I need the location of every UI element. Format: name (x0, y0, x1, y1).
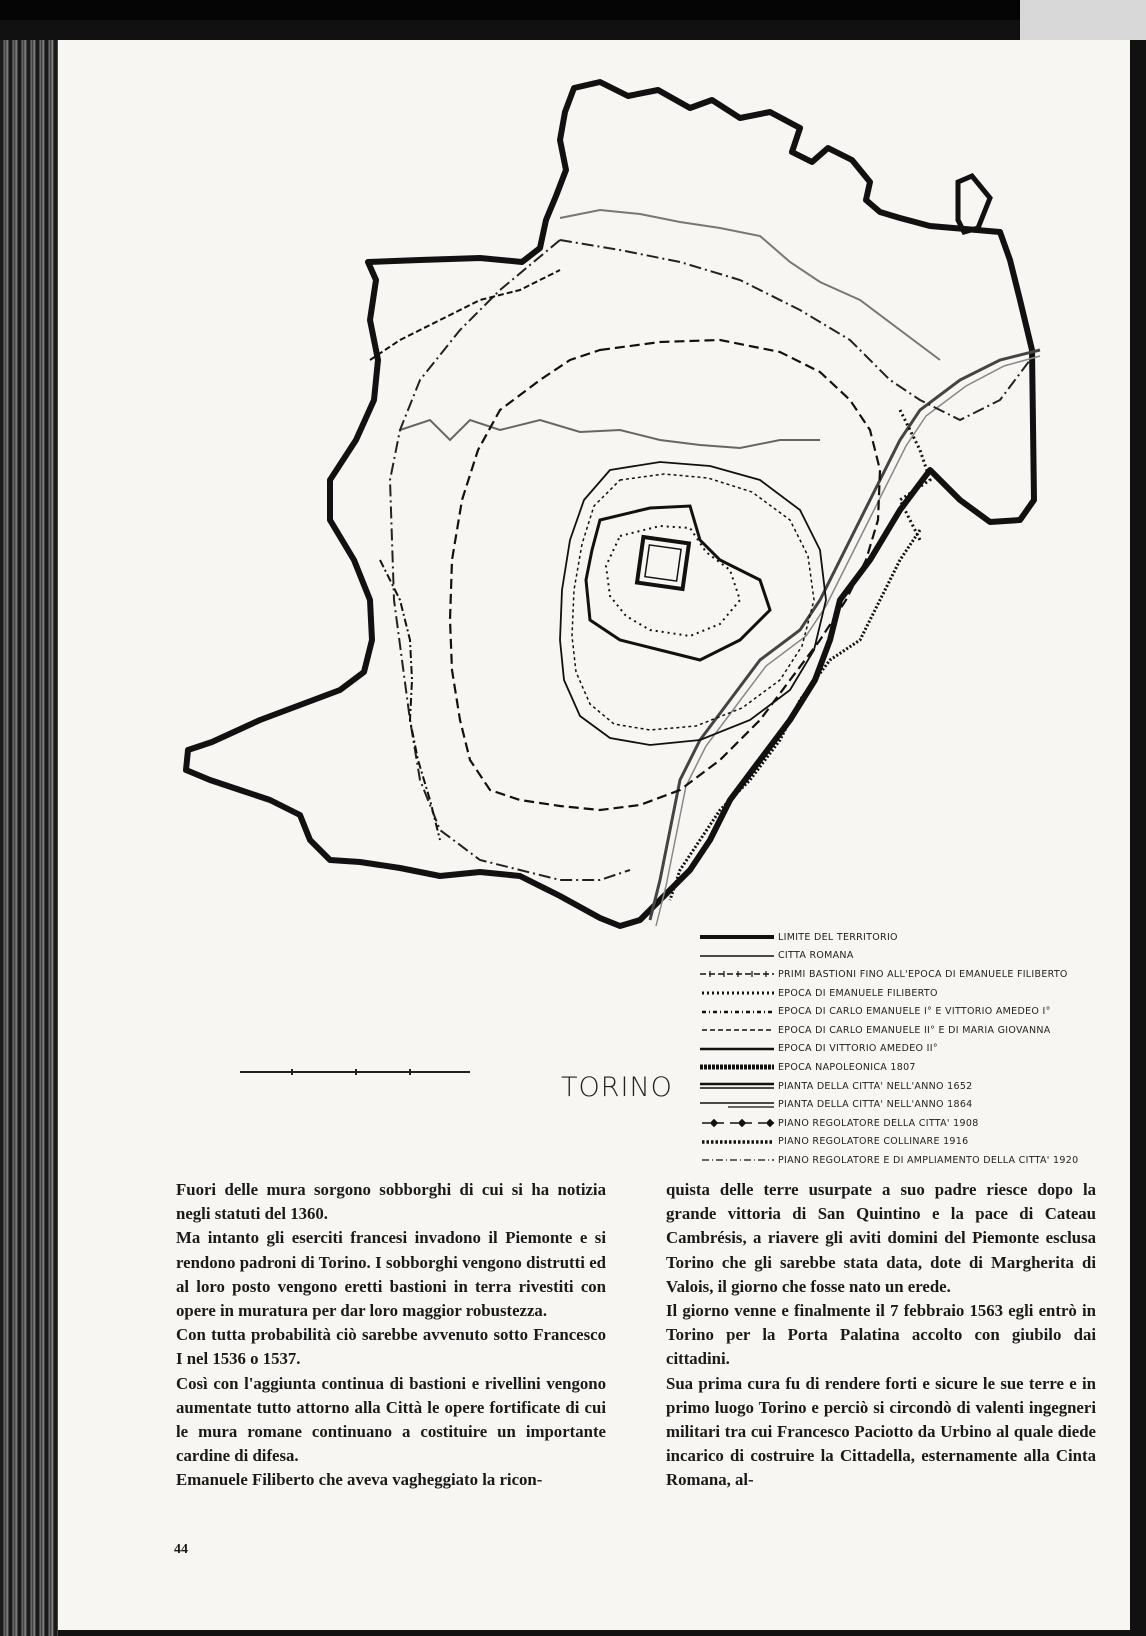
legend-label: EPOCA DI EMANUELE FILIBERTO (778, 987, 938, 999)
paragraph: Così con l'aggiunta continua di bastioni e rivellini vengono aumentate tutto attorno alla Città le opere fortificate di cui le mura romane continuano a costituire un importante cardine di difesa. (176, 1373, 606, 1466)
legend-swatch (698, 1151, 776, 1169)
legend-swatch (698, 1077, 776, 1095)
legend-swatch (698, 1096, 776, 1114)
legend-entry (698, 1095, 1128, 1114)
legend-label: PIANTA DELLA CITTA' NELL'ANNO 1864 (778, 1099, 973, 1111)
legend-label: EPOCA DI VITTORIO AMEDEO II° (778, 1043, 938, 1055)
map-legend (698, 928, 1128, 1170)
book-page-edges (0, 40, 58, 1636)
legend-entry (698, 1058, 1128, 1077)
paragraph: Sua prima cura fu di rendere forti e sicure le sue terre e in primo luogo Torino e perciò si circondò di valenti ingegneri militari tra cui Francesco Paciotto da Urbino al quale diede incarico di costruire la Cittadella, esternamente alla Cinta Romana, al- (666, 1373, 1096, 1490)
legend-entry (698, 947, 1128, 966)
legend-entry (698, 928, 1128, 947)
map-city-name: TORINO (561, 1072, 673, 1103)
legend-label: PRIMI BASTIONI FINO ALL'EPOCA DI EMANUELE FILIBERTO (778, 968, 1068, 980)
page-number: 44 (174, 1542, 188, 1557)
scan-corner (1020, 0, 1146, 40)
legend-label: EPOCA NAPOLEONICA 1807 (778, 1061, 916, 1073)
paragraph: quista delle terre usurpate a suo padre riesce dopo la grande vittoria di San Quintino e la pace di Cateau Cambrésis, a riavere gli aviti domini del Piemonte esclusa Torino che gli sarebbe stata data, dote di Margherita di Valois, il giorno che fosse nato un erede. (666, 1180, 1096, 1296)
scan-top-border (0, 0, 1146, 20)
paragraph: Emanuele Filiberto che aveva vagheggiato la ricon- (176, 1470, 543, 1490)
legend-label: PIANO REGOLATORE E DI AMPLIAMENTO DELLA CITTA' 1920 (778, 1154, 1079, 1166)
legend-entry (698, 1002, 1128, 1021)
legend-label: PIANO REGOLATORE DELLA CITTA' 1908 (778, 1117, 979, 1129)
paragraph: Con tutta probabilità ciò sarebbe avvenuto sotto Francesco I nel 1536 o 1537. (176, 1325, 606, 1369)
legend-entry (698, 1114, 1128, 1133)
legend-swatch (698, 1058, 776, 1076)
legend-entry (698, 1040, 1128, 1059)
legend-swatch (698, 965, 776, 983)
legend-entry (698, 1133, 1128, 1152)
legend-label: LIMITE DEL TERRITORIO (778, 931, 898, 943)
text-column-left (176, 1178, 606, 1493)
legend-entry (698, 1021, 1128, 1040)
legend-entry (698, 984, 1128, 1003)
legend-entry (698, 1151, 1128, 1170)
legend-swatch (698, 1114, 776, 1132)
legend-swatch (698, 984, 776, 1002)
legend-entry (698, 1077, 1128, 1096)
legend-swatch (698, 1133, 776, 1151)
legend-swatch (698, 1040, 776, 1058)
legend-label: EPOCA DI CARLO EMANUELE I° E VITTORIO AMEDEO I° (778, 1006, 1051, 1018)
paragraph: Ma intanto gli eserciti francesi invadono il Piemonte e si rendono padroni di Torino. I sobborghi vengono distrutti ed al loro posto vengono eretti bastioni in terra rivestiti con opere in muratura per dar loro maggior robustezza. (176, 1228, 606, 1321)
text-column-right (666, 1178, 1096, 1493)
legend-swatch (698, 1021, 776, 1039)
paragraph: Fuori delle mura sorgono sobborghi di cui si ha notizia negli statuti del 1360. (176, 1180, 606, 1224)
legend-label: CITTA ROMANA (778, 950, 854, 962)
legend-swatch (698, 928, 776, 946)
legend-label: EPOCA DI CARLO EMANUELE II° E DI MARIA GIOVANNA (778, 1024, 1051, 1036)
scale-bar (240, 1063, 470, 1082)
legend-entry (698, 965, 1128, 984)
paragraph: Il giorno venne e finalmente il 7 febbraio 1563 egli entrò in Torino per la Porta Palatina accolto con giubilo dai cittadini. (666, 1301, 1096, 1369)
territory-boundary (186, 82, 1034, 926)
legend-swatch (698, 947, 776, 965)
legend-swatch (698, 1003, 776, 1021)
book-page (58, 40, 1130, 1630)
legend-label: PIANO REGOLATORE COLLINARE 1916 (778, 1136, 969, 1148)
legend-label: PIANTA DELLA CITTA' NELL'ANNO 1652 (778, 1080, 973, 1092)
